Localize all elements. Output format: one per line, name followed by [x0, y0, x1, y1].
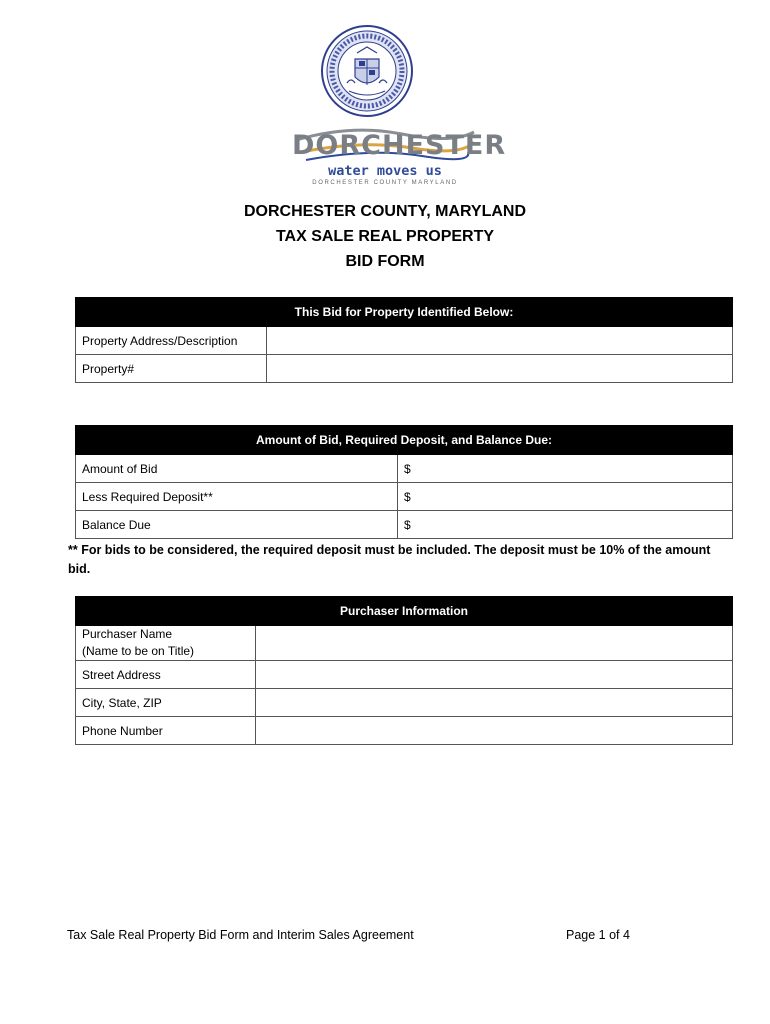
dorchester-logo: [292, 126, 507, 192]
street-address-label: Street Address: [76, 661, 256, 689]
table-row: [76, 455, 733, 483]
street-address-field[interactable]: [256, 661, 733, 689]
deposit-note: ** For bids to be considered, the required deposit must be included. The deposit must be 10% of the amount bid.: [68, 543, 711, 576]
balance-due-field[interactable]: $: [398, 511, 733, 539]
logo-wordmark: DORCHESTER: [292, 130, 507, 161]
table-row: [76, 327, 733, 355]
table-row: [76, 689, 733, 717]
logo-subline: DORCHESTER COUNTY MARYLAND: [312, 180, 458, 186]
table-header-row: [76, 298, 733, 327]
balance-due-label: Balance Due: [76, 511, 398, 539]
amount-of-bid-label: Amount of Bid: [76, 455, 398, 483]
table-header-row: [76, 597, 733, 626]
bid-table-header: Amount of Bid, Required Deposit, and Balance Due:: [76, 426, 733, 455]
bid-table: [75, 425, 733, 539]
table-row: [76, 483, 733, 511]
table-row: [76, 661, 733, 689]
property-address-label: Property Address/Description: [76, 327, 267, 355]
title-line-2: TAX SALE REAL PROPERTY: [275, 228, 495, 245]
title-line-1: DORCHESTER COUNTY, MARYLAND: [243, 203, 527, 220]
property-number-label: Property#: [76, 355, 267, 383]
required-deposit-label: Less Required Deposit**: [76, 483, 398, 511]
purchaser-table-header: Purchaser Information: [76, 597, 733, 626]
table-row: [76, 355, 733, 383]
phone-number-label: Phone Number: [76, 717, 256, 745]
property-table-header: This Bid for Property Identified Below:: [76, 298, 733, 327]
form-title: [0, 199, 770, 274]
table-row: [76, 717, 733, 745]
property-number-field[interactable]: [267, 355, 733, 383]
property-table: [75, 297, 733, 383]
purchaser-name-label-line-2: (Name to be on Title): [82, 644, 195, 658]
purchaser-name-label-line-1: Purchaser Name: [82, 627, 173, 641]
county-seal: [321, 25, 413, 117]
phone-number-field[interactable]: [256, 717, 733, 745]
purchaser-name-label: [76, 626, 256, 661]
city-state-zip-field[interactable]: [256, 689, 733, 717]
footer-page-number: Page 1 of 4: [566, 928, 630, 942]
amount-of-bid-field[interactable]: $: [398, 455, 733, 483]
property-address-field[interactable]: [267, 327, 733, 355]
footer-document-title: Tax Sale Real Property Bid Form and Interim Sales Agreement: [67, 928, 414, 942]
required-deposit-field[interactable]: $: [398, 483, 733, 511]
city-state-zip-label: City, State, ZIP: [76, 689, 256, 717]
title-line-3: BID FORM: [345, 253, 425, 270]
table-row: [76, 511, 733, 539]
logo-tagline: water moves us: [328, 163, 442, 179]
table-row: [76, 626, 733, 661]
purchaser-table: [75, 596, 733, 745]
purchaser-name-field[interactable]: [256, 626, 733, 661]
table-header-row: [76, 426, 733, 455]
